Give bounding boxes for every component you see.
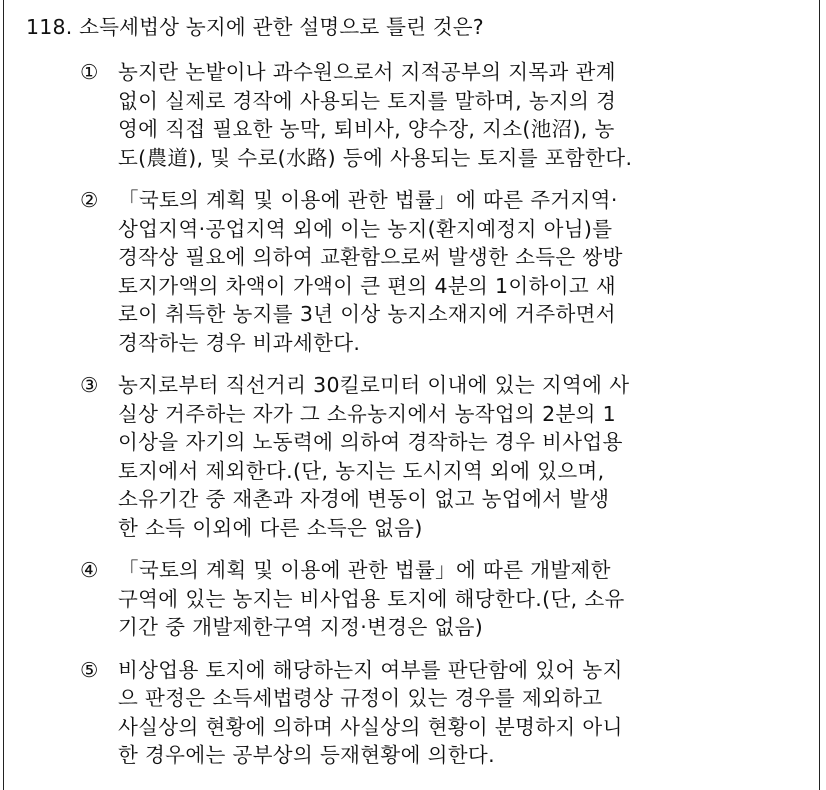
choice-text-line: 상업지역·공업지역 외에 이는 농지(환지예정지 아님)를 (118, 216, 613, 241)
choice-number: ① (80, 60, 99, 84)
choice-text-line: 도(農道), 및 수로(水路) 등에 사용되는 토지를 포함한다. (118, 145, 633, 170)
choice-text-line: 경작상 필요에 의하여 교환함으로써 발생한 소득은 쌍방 (118, 245, 623, 269)
choice-text-line: 로이 취득한 농지를 3년 이상 농지소재지에 거주하면서 (118, 302, 616, 326)
choice-3[interactable] (80, 371, 780, 542)
choice-number: ③ (80, 373, 99, 397)
choice-text-line: 기간 중 개발제한구역 지정·변경은 없음) (118, 615, 484, 639)
choice-text-line: 실상 거주하는 자가 그 소유농지에서 농작업의 2분의 1 (118, 401, 617, 426)
choice-text-line: 「국토의 계획 및 이용에 관한 법률」에 따른 주거지역· (118, 188, 618, 212)
choice-text-line: 없이 실제로 경작에 사용되는 토지를 말하며, 농지의 경 (118, 88, 617, 113)
choice-5[interactable] (80, 656, 780, 770)
question-title: 118. 소득세법상 농지에 관한 설명으로 틀린 것은? (26, 15, 484, 39)
choice-text-line: 소유기간 중 재촌과 자경에 변동이 없고 농업에서 발생 (118, 487, 610, 511)
choice-1[interactable] (80, 58, 780, 172)
choice-number: ⑤ (80, 657, 99, 682)
choice-text-line: 영에 직접 필요한 농막, 퇴비사, 양수장, 지소(池沼), 농 (118, 117, 615, 141)
choice-number: ② (80, 188, 99, 212)
choice-text-line: 농지란 논밭이나 과수원으로서 지적공부의 지목과 관계 (118, 60, 616, 84)
choice-text-line: 토지에서 제외한다.(단, 농지는 도시지역 외에 있으며, (118, 458, 605, 483)
choice-text-line: 경작하는 경우 비과세한다. (118, 330, 361, 355)
choice-text-line: 사실상의 현황에 의하며 사실상의 현황이 분명하지 아니 (118, 714, 623, 739)
choice-text-line: 「국토의 계획 및 이용에 관한 법률」에 따른 개발제한 (118, 558, 611, 582)
choice-2[interactable] (80, 186, 780, 357)
question-frame (3, 0, 820, 790)
choice-list (80, 58, 780, 784)
choice-text-line: 으 판정은 소득세법령상 규정이 있는 경우를 제외하고 (118, 686, 603, 710)
choice-text-line: 한 소득 이외에 다른 소득은 없음) (118, 515, 423, 540)
choice-number: ④ (80, 558, 99, 582)
choice-text-line: 이상을 자기의 노동력에 의하여 경작하는 경우 비사업용 (118, 430, 623, 454)
choice-text-line: 토지가액의 차액이 가액이 큰 편의 4분의 1이하이고 새 (118, 273, 617, 298)
choice-text-line: 구역에 있는 농지는 비사업용 토지에 해당한다.(단, 소유 (118, 586, 625, 611)
choice-4[interactable] (80, 556, 780, 642)
choice-text-line: 비상업용 토지에 해당하는지 여부를 판단함에 있어 농지 (118, 657, 623, 682)
choice-text-line: 한 경우에는 공부상의 등재현황에 의한다. (118, 743, 495, 767)
choice-text-line: 농지로부터 직선거리 30킬로미터 이내에 있는 지역에 사 (118, 373, 630, 397)
